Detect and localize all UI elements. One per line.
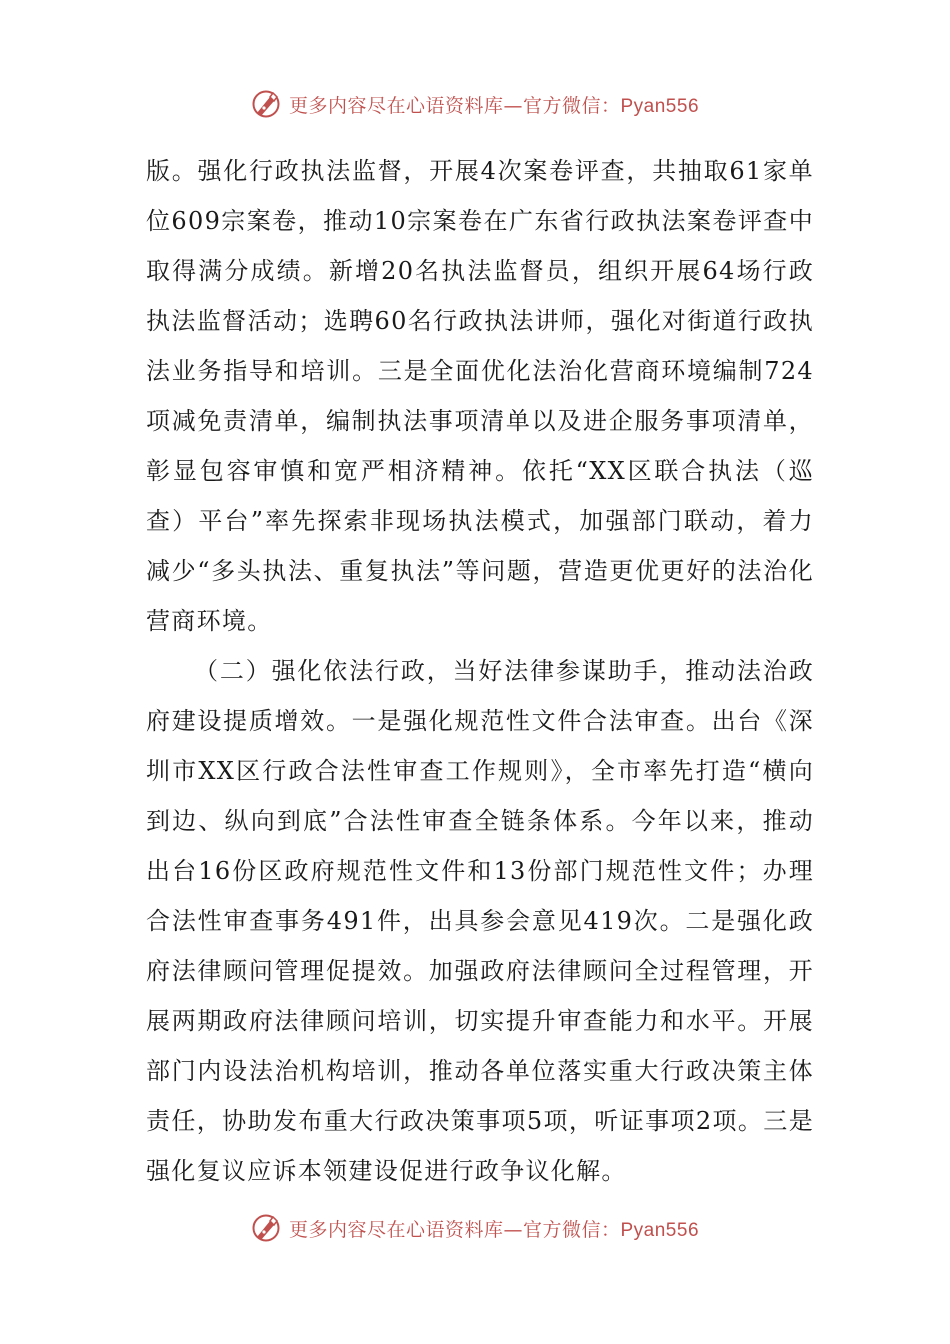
footer-watermark (0, 1208, 950, 1248)
paragraph-continued: 版。强化行政执法监督，开展4次案卷评查，共抽取61家单位609宗案卷，推动10宗案卷在广东省行政执法案卷评查中取得满分成绩。新增20名执法监督员，组织开展64场行政执法监督活动；选聘60名行政执法讲师，强化对街道行政执法业务指导和培训。三是全面优化法治化营商环境编制724项减免责清单，编制执法事项清单以及进企服务事项清单，彰显包容审慎和宽严相济精神。依托“XX区联合执法（巡查）平台”率先探索非现场执法模式，加强部门联动，着力减少“多头执法、重复执法”等问题，营造更优更好的法治化营商环境。 (146, 157, 814, 635)
watermark-contact-label: 官方微信： (522, 1218, 621, 1241)
watermark-contact-id: Pyan556 (620, 1219, 700, 1241)
pen-nib-logo-icon (251, 1213, 281, 1243)
watermark-brand: 更多内容尽在心语资料库 (288, 94, 504, 117)
paragraph-section-two: （二）强化依法行政，当好法律参谋助手，推动法治政府建设提质增效。一是强化规范性文件合法审查。出台《深圳市XX区行政合法性审查工作规则》，全市率先打造“横向到边、纵向到底”合法性审查全链条体系。今年以来，推动出台16份区政府规范性文件和13份部门规范性文件；办理合法性审查事务491件，出具参会意见419次。二是强化政府法律顾问管理促提效。加强政府法律顾问全过程管理，开展两期政府法律顾问培训，切实提升审查能力和水平。开展部门内设法治机构培训，推动各单位落实重大行政决策主体责任，协助发布重大行政决策事项5项，听证事项2项。三是强化复议应诉本领建设促进行政争议化解。 (146, 657, 814, 1185)
watermark-text (289, 1215, 699, 1242)
watermark-contact-id: Pyan556 (620, 95, 700, 117)
watermark-separator: — (503, 94, 523, 117)
document-body (146, 146, 814, 1196)
watermark-text (289, 91, 699, 118)
watermark-brand: 更多内容尽在心语资料库 (288, 1218, 504, 1241)
watermark-contact-label: 官方微信： (522, 94, 621, 117)
header-watermark (0, 84, 950, 124)
watermark-separator: — (503, 1218, 523, 1241)
pen-nib-logo-icon (251, 89, 281, 119)
